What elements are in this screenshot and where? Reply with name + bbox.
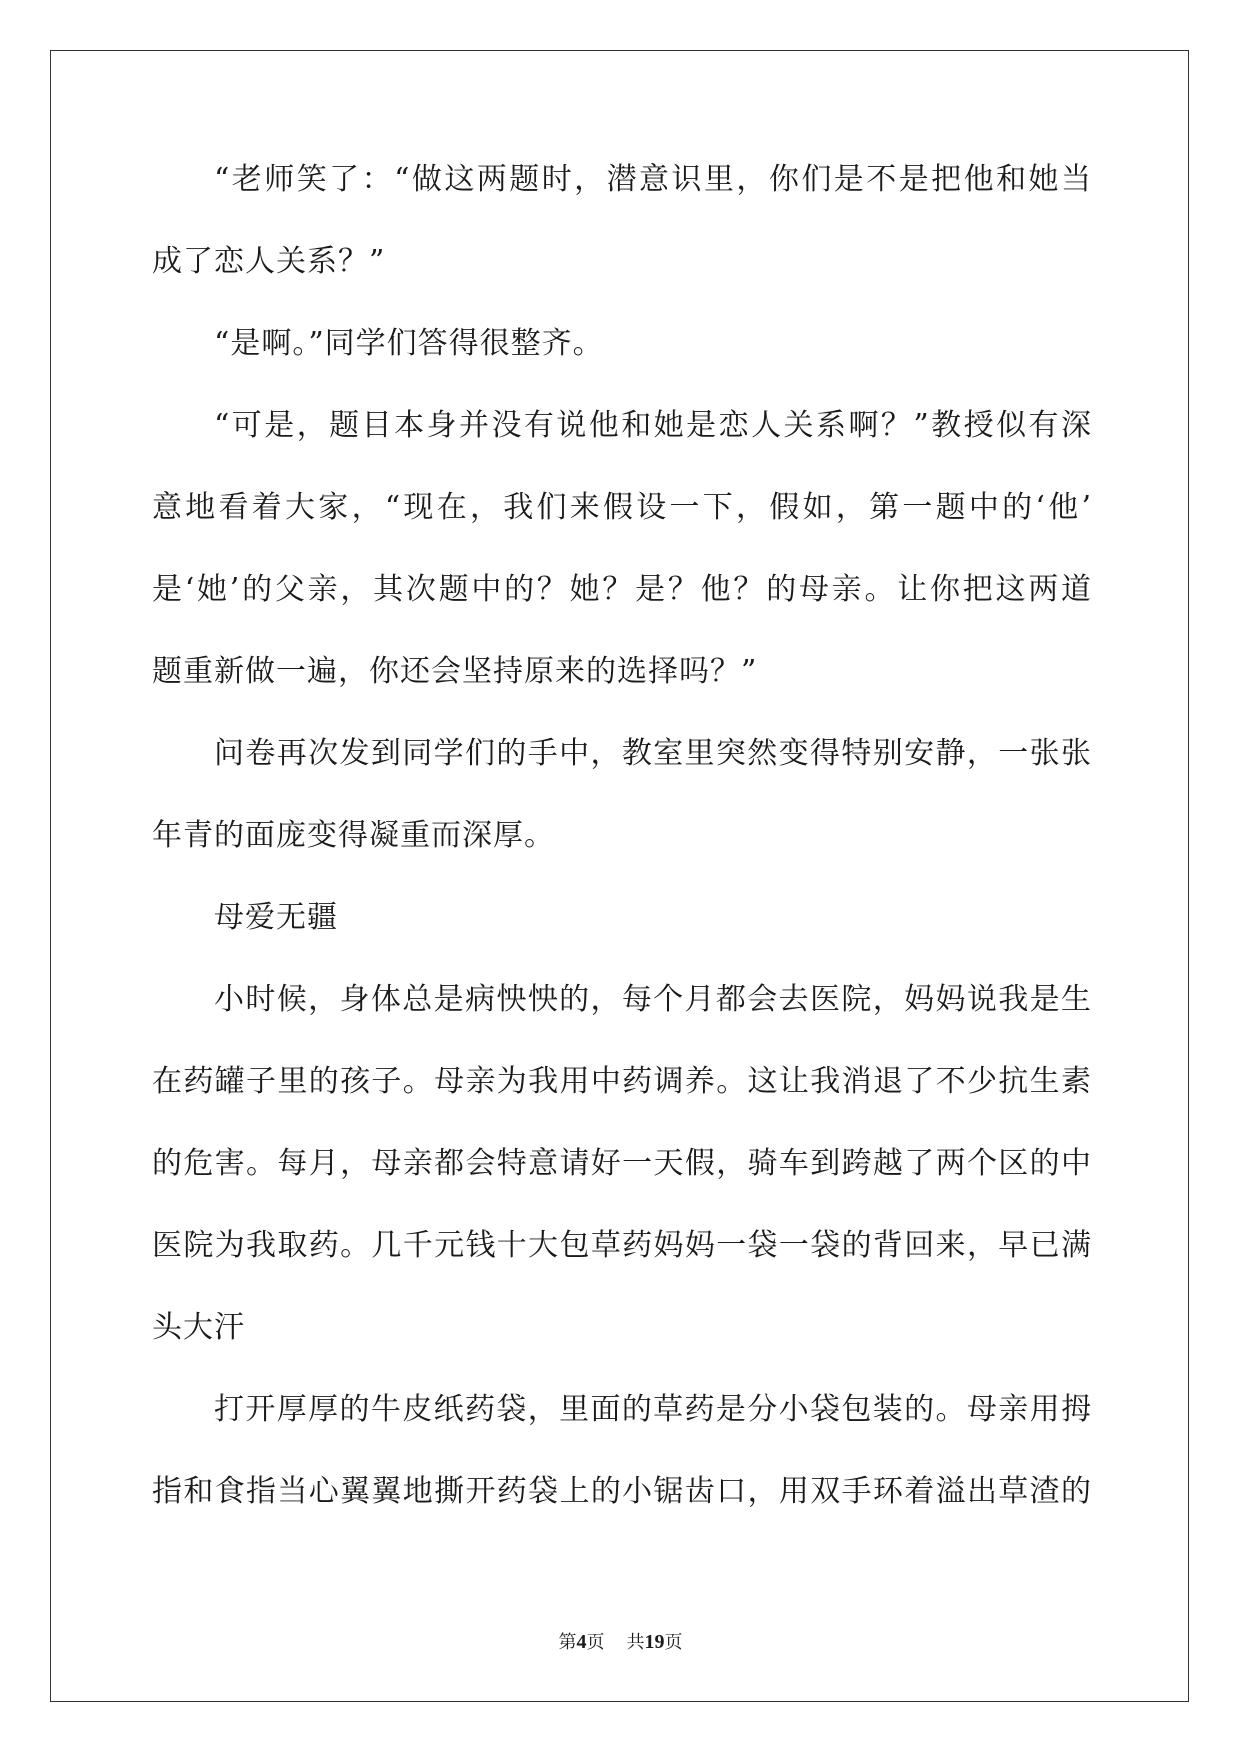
text-line: 题重新做一遍，你还会坚持原来的选择吗？” <box>152 654 758 689</box>
footer-total-suffix: 页 <box>664 1632 683 1653</box>
text-line: 母爱无疆 <box>214 900 338 935</box>
text-line: 在药罐子里的孩子。母亲为我用中药调养。这让我消退了不少抗生素 <box>152 1064 1092 1099</box>
text-line: 年青的面庞变得凝重而深厚。 <box>152 818 555 853</box>
footer-prefix: 第 <box>558 1632 577 1653</box>
page-footer <box>0 1628 1241 1654</box>
document-body <box>152 160 1092 1554</box>
text-line: “老师笑了：“做这两题时，潜意识里，你们是不是把他和她当 <box>214 162 1092 197</box>
text-line: 的危害。每月，母亲都会特意请好一天假，骑车到跨越了两个区的中 <box>152 1146 1092 1181</box>
total-pages: 19 <box>644 1631 665 1653</box>
footer-page-suffix: 页 <box>586 1632 605 1653</box>
text-line: 意地看着大家，“现在，我们来假设一下，假如，第一题中的‘他’ <box>152 490 1092 525</box>
text-line: 是‘她’的父亲，其次题中的？她？是？他？的母亲。让你把这两道 <box>152 572 1092 607</box>
text-line: 医院为我取药。几千元钱十大包草药妈妈一袋一袋的背回来，早已满 <box>152 1228 1092 1263</box>
text-line: 指和食指当心翼翼地撕开药袋上的小锯齿口，用双手环着溢出草渣的 <box>152 1474 1092 1509</box>
text-line: “是啊。”同学们答得很整齐。 <box>214 326 604 361</box>
text-line: 头大汗 <box>152 1310 245 1345</box>
text-line: 成了恋人关系？” <box>152 244 386 279</box>
text-line: 小时候，身体总是病怏怏的，每个月都会去医院，妈妈说我是生 <box>214 982 1092 1017</box>
text-line: 问卷再次发到同学们的手中，教室里突然变得特别安静，一张张 <box>214 736 1092 771</box>
text-line: “可是，题目本身并没有说他和她是恋人关系啊？”教授似有深 <box>214 408 1092 443</box>
page-number: 4 <box>576 1631 587 1653</box>
footer-total-prefix: 共 <box>626 1632 645 1653</box>
text-line: 打开厚厚的牛皮纸药袋，里面的草药是分小袋包装的。母亲用拇 <box>214 1392 1092 1427</box>
